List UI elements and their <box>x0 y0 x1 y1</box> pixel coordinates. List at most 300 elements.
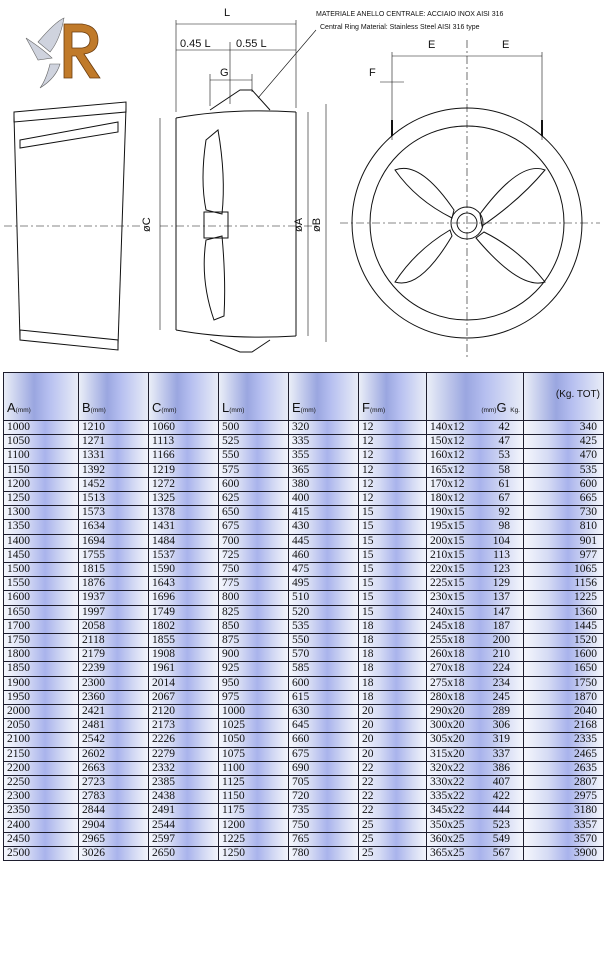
table-cell: 1876 <box>79 577 149 591</box>
table-cell: 975 <box>219 690 289 704</box>
table-cell: 520 <box>289 605 359 619</box>
table-cell-g <box>427 477 524 491</box>
table-cell-g <box>427 719 524 733</box>
table-cell: 2150 <box>4 747 79 761</box>
table-row <box>4 634 604 648</box>
table-cell: 1749 <box>149 605 219 619</box>
table-cell: 2385 <box>149 776 219 790</box>
table-cell: 735 <box>289 804 359 818</box>
table-row <box>4 790 604 804</box>
table-cell: 1272 <box>149 477 219 491</box>
table-row <box>4 619 604 633</box>
table-cell: 3026 <box>79 847 149 861</box>
table-cell: 1331 <box>79 449 149 463</box>
table-cell: 18 <box>359 648 427 662</box>
table-row <box>4 648 604 662</box>
dim-label-F: F <box>369 67 376 79</box>
g-kg: 147 <box>492 605 510 618</box>
table-cell-g <box>427 690 524 704</box>
table-row <box>4 662 604 676</box>
table-cell-g <box>427 790 524 804</box>
table-cell: 25 <box>359 818 427 832</box>
g-size: 360x25 <box>430 832 465 845</box>
g-size: 350x25 <box>430 818 465 831</box>
table-cell: 1166 <box>149 449 219 463</box>
table-cell: 1450 <box>4 548 79 562</box>
table-cell: 380 <box>289 477 359 491</box>
table-cell: 1225 <box>219 832 289 846</box>
table-cell: 690 <box>289 761 359 775</box>
table-cell: 705 <box>289 776 359 790</box>
g-size: 275x18 <box>430 676 465 689</box>
table-cell-g <box>427 591 524 605</box>
col-header-L: L(mm) <box>219 373 289 421</box>
table-cell: 1815 <box>79 563 149 577</box>
g-kg: 422 <box>492 790 510 803</box>
g-size: 240x15 <box>430 605 465 618</box>
g-size: 260x18 <box>430 648 465 661</box>
table-cell: 470 <box>524 449 604 463</box>
table-cell: 600 <box>524 477 604 491</box>
table-row <box>4 435 604 449</box>
table-cell: 630 <box>289 705 359 719</box>
g-kg: 319 <box>492 733 510 746</box>
table-row <box>4 506 604 520</box>
table-cell: 2226 <box>149 733 219 747</box>
g-size: 320x22 <box>430 761 465 774</box>
table-cell: 675 <box>219 520 289 534</box>
dim-label-E-right: E <box>502 39 510 51</box>
g-kg: 386 <box>492 761 510 774</box>
table-row <box>4 776 604 790</box>
table-cell: 730 <box>524 506 604 520</box>
table-cell: 335 <box>289 435 359 449</box>
table-cell: 2058 <box>79 619 149 633</box>
table-cell: 495 <box>289 577 359 591</box>
g-kg: 444 <box>492 804 510 817</box>
table-cell-g <box>427 421 524 435</box>
table-cell-g <box>427 705 524 719</box>
dim-label-phiB: øB <box>311 217 323 232</box>
dimensions-table <box>3 372 604 861</box>
table-cell: 800 <box>219 591 289 605</box>
table-cell: 625 <box>219 492 289 506</box>
table-cell: 18 <box>359 690 427 704</box>
g-kg: 200 <box>492 634 510 647</box>
g-kg: 289 <box>492 705 510 718</box>
table-cell: 2904 <box>79 818 149 832</box>
table-cell: 2500 <box>4 847 79 861</box>
table-cell: 2807 <box>524 776 604 790</box>
table-cell: 12 <box>359 449 427 463</box>
table-cell: 15 <box>359 605 427 619</box>
table-cell-g <box>427 435 524 449</box>
g-size: 150x12 <box>430 435 465 448</box>
g-size: 345x22 <box>430 804 465 817</box>
table-cell: 15 <box>359 577 427 591</box>
table-cell: 1219 <box>149 463 219 477</box>
table-cell: 725 <box>219 548 289 562</box>
table-cell: 1050 <box>4 435 79 449</box>
table-cell: 1225 <box>524 591 604 605</box>
table-cell: 1060 <box>149 421 219 435</box>
g-size: 230x15 <box>430 591 465 604</box>
table-cell: 15 <box>359 520 427 534</box>
table-cell: 1643 <box>149 577 219 591</box>
drawing-svg <box>0 0 606 370</box>
table-cell: 2438 <box>149 790 219 804</box>
table-cell: 977 <box>524 548 604 562</box>
table-cell: 12 <box>359 463 427 477</box>
table-cell-g <box>427 463 524 477</box>
table-cell: 22 <box>359 776 427 790</box>
table-cell: 1445 <box>524 619 604 633</box>
table-cell: 510 <box>289 591 359 605</box>
table-cell: 645 <box>289 719 359 733</box>
table-cell: 1100 <box>4 449 79 463</box>
table-cell: 3357 <box>524 818 604 832</box>
table-cell-g <box>427 776 524 790</box>
table-cell: 1200 <box>219 818 289 832</box>
table-row <box>4 705 604 719</box>
g-size: 245x18 <box>430 619 465 632</box>
table-cell: 18 <box>359 676 427 690</box>
table-cell: 2844 <box>79 804 149 818</box>
table-cell: 25 <box>359 847 427 861</box>
table-cell: 2450 <box>4 832 79 846</box>
table-cell: 1590 <box>149 563 219 577</box>
table-cell: 1100 <box>219 761 289 775</box>
table-row <box>4 761 604 775</box>
table-cell: 1696 <box>149 591 219 605</box>
table-cell: 2965 <box>79 832 149 846</box>
table-cell-g <box>427 804 524 818</box>
table-cell: 1520 <box>524 634 604 648</box>
table-cell: 550 <box>289 634 359 648</box>
table-cell: 2168 <box>524 719 604 733</box>
g-size: 140x12 <box>430 421 465 433</box>
col-header-F: F(mm) <box>359 373 427 421</box>
table-cell: 2544 <box>149 818 219 832</box>
table-cell: 15 <box>359 506 427 520</box>
table-cell: 22 <box>359 761 427 775</box>
table-cell: 2723 <box>79 776 149 790</box>
table-row <box>4 832 604 846</box>
table-cell-g <box>427 847 524 861</box>
table-cell-g <box>427 520 524 534</box>
table-cell: 1513 <box>79 492 149 506</box>
table-row <box>4 520 604 534</box>
table-cell-g <box>427 563 524 577</box>
g-kg: 137 <box>492 591 510 604</box>
g-size: 200x15 <box>430 534 465 547</box>
table-cell: 575 <box>219 463 289 477</box>
g-kg: 245 <box>492 690 510 703</box>
table-cell: 1431 <box>149 520 219 534</box>
table-cell: 2602 <box>79 747 149 761</box>
technical-drawing <box>0 0 606 370</box>
table-cell: 20 <box>359 719 427 733</box>
table-cell: 2179 <box>79 648 149 662</box>
table-cell: 1360 <box>524 605 604 619</box>
table-cell: 1908 <box>149 648 219 662</box>
table-cell: 1150 <box>4 463 79 477</box>
table-cell: 1500 <box>4 563 79 577</box>
table-cell: 1750 <box>524 676 604 690</box>
table-cell: 2597 <box>149 832 219 846</box>
table-cell: 2239 <box>79 662 149 676</box>
table-cell: 2332 <box>149 761 219 775</box>
table-cell: 1600 <box>524 648 604 662</box>
table-cell: 1378 <box>149 506 219 520</box>
brand-logo <box>26 18 100 88</box>
g-size: 280x18 <box>430 690 465 703</box>
table-cell: 12 <box>359 421 427 435</box>
table-cell: 15 <box>359 591 427 605</box>
table-cell: 1634 <box>79 520 149 534</box>
table-cell: 2200 <box>4 761 79 775</box>
table-cell: 2421 <box>79 705 149 719</box>
table-cell: 2360 <box>79 690 149 704</box>
table-cell: 1000 <box>219 705 289 719</box>
col-header-B: B(mm) <box>79 373 149 421</box>
table-cell-g <box>427 619 524 633</box>
dim-label-phiC: øC <box>141 217 153 232</box>
table-row <box>4 591 604 605</box>
table-cell: 400 <box>289 492 359 506</box>
table-cell: 1392 <box>79 463 149 477</box>
table-cell: 2335 <box>524 733 604 747</box>
g-kg: 129 <box>492 577 510 590</box>
table-cell: 825 <box>219 605 289 619</box>
table-cell: 2542 <box>79 733 149 747</box>
table-cell: 430 <box>289 520 359 534</box>
table-cell: 2279 <box>149 747 219 761</box>
table-cell-g <box>427 534 524 548</box>
table-cell: 365 <box>289 463 359 477</box>
table-cell-g <box>427 605 524 619</box>
g-size: 270x18 <box>430 662 465 675</box>
table-cell: 675 <box>289 747 359 761</box>
g-size: 255x18 <box>430 634 465 647</box>
material-note-english: Central Ring Material: Stainless Steel AISI 316 type <box>320 24 480 31</box>
table-cell: 901 <box>524 534 604 548</box>
table-cell: 415 <box>289 506 359 520</box>
col-header-A: A(mm) <box>4 373 79 421</box>
table-cell: 900 <box>219 648 289 662</box>
table-cell: 2465 <box>524 747 604 761</box>
table-cell: 20 <box>359 747 427 761</box>
table-cell: 1210 <box>79 421 149 435</box>
table-cell: 765 <box>289 832 359 846</box>
table-cell: 20 <box>359 705 427 719</box>
g-size: 210x15 <box>430 548 465 561</box>
table-cell-g <box>427 492 524 506</box>
g-kg: 224 <box>492 662 510 675</box>
table-cell: 535 <box>289 619 359 633</box>
table-cell-g <box>427 648 524 662</box>
table-cell: 1800 <box>4 648 79 662</box>
table-cell: 850 <box>219 619 289 633</box>
table-cell: 1271 <box>79 435 149 449</box>
table-cell: 810 <box>524 520 604 534</box>
g-kg: 123 <box>492 563 510 576</box>
g-size: 290x20 <box>430 705 465 718</box>
table-row <box>4 534 604 548</box>
table-cell-g <box>427 548 524 562</box>
table-cell: 720 <box>289 790 359 804</box>
table-cell: 1961 <box>149 662 219 676</box>
table-row <box>4 690 604 704</box>
dim-label-045L: 0.45 L <box>180 38 211 50</box>
table-cell: 1850 <box>4 662 79 676</box>
table-cell: 1350 <box>4 520 79 534</box>
table-cell: 1650 <box>524 662 604 676</box>
g-kg: 92 <box>498 506 510 519</box>
table-cell-g <box>427 747 524 761</box>
g-kg: 104 <box>492 534 510 547</box>
table-header-row <box>4 373 604 421</box>
table-cell: 1550 <box>4 577 79 591</box>
table-cell-g <box>427 761 524 775</box>
table-cell: 355 <box>289 449 359 463</box>
col-header-kg-tot: (Kg. TOT) <box>524 373 604 421</box>
g-kg: 98 <box>498 520 510 533</box>
table-cell: 3570 <box>524 832 604 846</box>
table-cell: 22 <box>359 804 427 818</box>
g-kg: 567 <box>492 847 510 860</box>
table-cell: 570 <box>289 648 359 662</box>
g-kg: 42 <box>498 421 510 433</box>
table-cell: 1950 <box>4 690 79 704</box>
table-cell: 2400 <box>4 818 79 832</box>
table-cell-g <box>427 832 524 846</box>
g-size: 170x12 <box>430 477 465 490</box>
table-cell-g <box>427 449 524 463</box>
table-cell: 1484 <box>149 534 219 548</box>
table-body <box>4 421 604 861</box>
table-row <box>4 421 604 435</box>
g-size: 335x22 <box>430 790 465 803</box>
table-cell: 2067 <box>149 690 219 704</box>
table-cell: 1000 <box>4 421 79 435</box>
g-size: 315x20 <box>430 747 465 760</box>
table-cell: 15 <box>359 563 427 577</box>
table-cell: 500 <box>219 421 289 435</box>
table-row <box>4 676 604 690</box>
table-cell: 12 <box>359 492 427 506</box>
table-row <box>4 463 604 477</box>
table-cell-g <box>427 506 524 520</box>
table-cell: 1600 <box>4 591 79 605</box>
table-cell: 1452 <box>79 477 149 491</box>
dim-label-055L: 0.55 L <box>236 38 267 50</box>
table-cell: 1200 <box>4 477 79 491</box>
table-cell: 1050 <box>219 733 289 747</box>
table-row <box>4 804 604 818</box>
table-cell: 2783 <box>79 790 149 804</box>
table-row <box>4 719 604 733</box>
table-cell: 585 <box>289 662 359 676</box>
table-cell: 12 <box>359 477 427 491</box>
table-cell: 2250 <box>4 776 79 790</box>
g-kg: 549 <box>492 832 510 845</box>
table-cell: 1113 <box>149 435 219 449</box>
table-cell: 650 <box>219 506 289 520</box>
table-row <box>4 577 604 591</box>
table-cell: 1750 <box>4 634 79 648</box>
table-row <box>4 847 604 861</box>
table-cell: 1855 <box>149 634 219 648</box>
table-cell: 1075 <box>219 747 289 761</box>
g-size: 190x15 <box>430 506 465 519</box>
g-kg: 47 <box>498 435 510 448</box>
table-cell: 1250 <box>219 847 289 861</box>
table-cell: 925 <box>219 662 289 676</box>
table-cell: 750 <box>289 818 359 832</box>
table-cell: 18 <box>359 619 427 633</box>
g-size: 165x12 <box>430 463 465 476</box>
table-cell: 780 <box>289 847 359 861</box>
g-size: 180x12 <box>430 492 465 505</box>
table-cell: 600 <box>289 676 359 690</box>
table-cell: 2100 <box>4 733 79 747</box>
g-kg: 113 <box>493 548 510 561</box>
g-kg: 337 <box>492 747 510 760</box>
table-cell: 1325 <box>149 492 219 506</box>
table-cell: 2120 <box>149 705 219 719</box>
table-cell: 2350 <box>4 804 79 818</box>
table-cell: 2481 <box>79 719 149 733</box>
table-cell: 2491 <box>149 804 219 818</box>
table-cell: 1650 <box>4 605 79 619</box>
table-cell-g <box>427 733 524 747</box>
g-size: 160x12 <box>430 449 465 462</box>
table-cell-g <box>427 818 524 832</box>
table-cell: 18 <box>359 662 427 676</box>
g-size: 330x22 <box>430 776 465 789</box>
table-cell: 15 <box>359 534 427 548</box>
table-cell: 2650 <box>149 847 219 861</box>
table-cell: 1755 <box>79 548 149 562</box>
table-cell: 750 <box>219 563 289 577</box>
table-cell: 1573 <box>79 506 149 520</box>
g-kg: 306 <box>492 719 510 732</box>
table-cell: 2014 <box>149 676 219 690</box>
table-cell: 18 <box>359 634 427 648</box>
table-cell: 2040 <box>524 705 604 719</box>
table-cell: 2118 <box>79 634 149 648</box>
table-cell-g <box>427 634 524 648</box>
table-cell: 2975 <box>524 790 604 804</box>
table-cell: 1250 <box>4 492 79 506</box>
dim-label-E-left: E <box>428 39 436 51</box>
table-row <box>4 449 604 463</box>
table-cell: 1156 <box>524 577 604 591</box>
table-cell: 475 <box>289 563 359 577</box>
table-cell: 535 <box>524 463 604 477</box>
table-row <box>4 548 604 562</box>
g-size: 225x15 <box>430 577 465 590</box>
table-cell: 950 <box>219 676 289 690</box>
table-cell: 615 <box>289 690 359 704</box>
side-ring-view <box>4 102 140 350</box>
section-view <box>160 20 326 352</box>
table-cell-g <box>427 577 524 591</box>
table-cell: 425 <box>524 435 604 449</box>
table-cell: 1175 <box>219 804 289 818</box>
g-size: 195x15 <box>430 520 465 533</box>
